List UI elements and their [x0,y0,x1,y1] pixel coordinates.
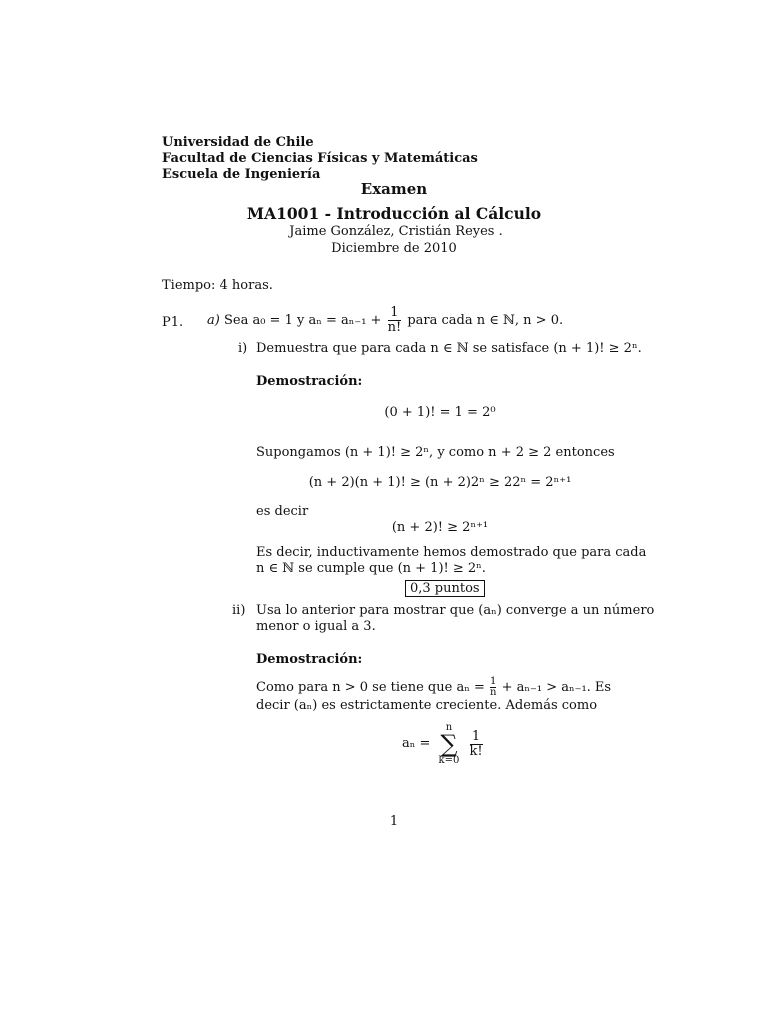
es-decir-text: es decir [256,504,309,519]
part-a-label: a) [207,313,220,328]
proof-label-2: Demostración: [256,652,363,667]
item-i-label: i) [238,341,248,356]
time-limit: Tiempo: 4 horas. [162,278,273,293]
sigma-symbol: ∑ [440,730,458,758]
sum-upper-limit: n [445,722,453,733]
part-a-pre: Sea a₀ = 1 y aₙ = aₙ₋₁ + [223,313,382,328]
summation [439,722,460,766]
monotonic-statement [256,677,611,699]
item-ii-label: ii) [232,603,246,618]
fraction-numerator: 1 [470,730,483,745]
monotonic-pre: Como para n > 0 se tiene que aₙ = [256,680,485,695]
exam-date: Diciembre de 2010 [331,241,457,256]
authors: Jaime González, Cristián Reyes . [289,224,503,239]
conclusion-line-2: n ∈ ℕ se cumple que (n + 1)! ≥ 2ⁿ. [256,561,486,576]
faculty-name: Facultad de Ciencias Físicas y Matemáticas [162,151,478,166]
fraction-denominator: n [490,687,497,698]
fraction-denominator: n! [387,320,402,335]
fraction-denominator: k! [469,743,483,759]
monotonic-post: + aₙ₋₁ > aₙ₋₁. Es [501,680,612,695]
part-a-post: para cada n ∈ ℕ, n > 0. [407,313,564,328]
part-a-fraction [388,306,402,335]
induction-hypothesis: Supongamos (n + 1)! ≥ 2ⁿ, y como n + 2 ≥ 2 entonces [256,445,615,460]
proof-label-1: Demostración: [256,374,363,389]
points-box: 0,3 puntos [405,580,485,597]
fraction-numerator: 1 [388,306,402,321]
problem-label: P1. [162,315,184,330]
sum-lower-limit: k=0 [438,755,460,766]
page-number: 1 [389,814,399,829]
university-name: Universidad de Chile [162,135,314,150]
sum-equation [402,722,485,766]
monotonic-line-2: decir (aₙ) es estrictamente creciente. Además como [256,698,598,713]
equation-result: (n + 2)! ≥ 2ⁿ⁺¹ [391,520,489,535]
exam-title: Examen [360,180,428,198]
course-title: MA1001 - Introducción al Cálculo [246,204,542,223]
equation-induction-step: (n + 2)(n + 1)! ≥ (n + 2)2ⁿ ≥ 22ⁿ = 2ⁿ⁺¹ [308,475,572,490]
equation-base-case: (0 + 1)! = 1 = 2⁰ [384,405,496,420]
item-ii-text-line-2: menor o igual a 3. [256,619,376,634]
school-name: Escuela de Ingeniería [162,167,321,182]
fraction-numerator: 1 [490,676,497,687]
one-over-n-fraction [490,677,496,698]
conclusion-line-1: Es decir, inductivamente hemos demostrado que para cada [256,545,647,560]
sum-lhs: aₙ = [402,736,431,751]
item-ii-text-line-1: Usa lo anterior para mostrar que (aₙ) converge a un número [256,603,655,618]
part-a-statement [207,306,563,335]
item-i-text: Demuestra que para cada n ∈ ℕ se satisface (n + 1)! ≥ 2ⁿ. [256,341,642,356]
sum-fraction [470,730,483,759]
